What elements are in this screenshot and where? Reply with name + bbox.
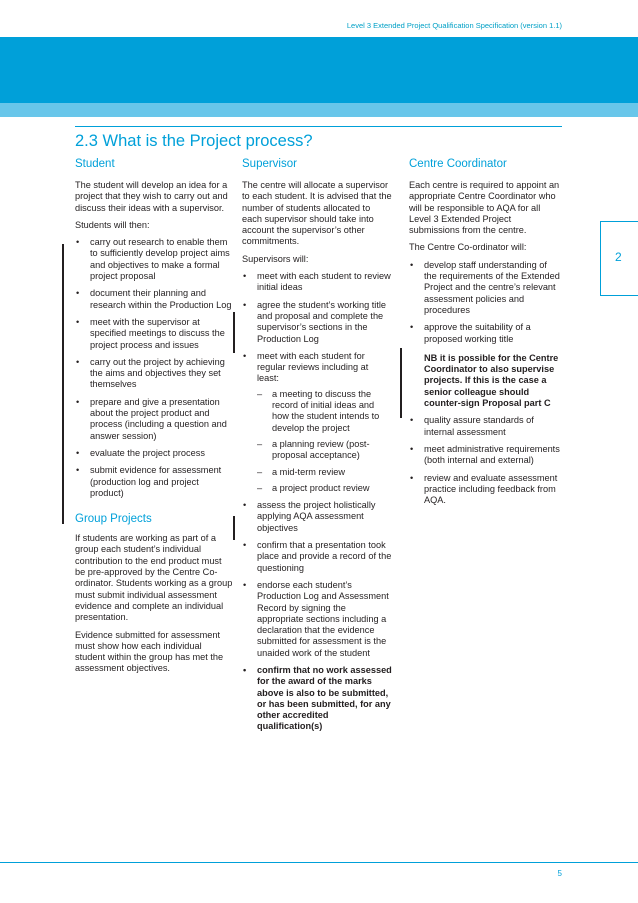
header-banner: [0, 37, 638, 103]
list-item: • review and evaluate assessment practice including feedback from AQA.: [409, 473, 561, 507]
sub-list-item: – a meeting to discuss the record of initial ideas and how the student intends to develop the project: [257, 389, 392, 434]
list-item: • quality assure standards of internal assessment: [409, 415, 561, 438]
list-item: • evaluate the project process: [75, 448, 233, 459]
revision-change-bar: [233, 516, 235, 540]
list-item: • submit evidence for assessment (production log and project product): [75, 465, 233, 499]
student-intro: The student will develop an idea for a project that they wish to carry out and discuss their ideas with a supervisor.: [75, 180, 228, 213]
student-heading: Student: [75, 158, 115, 170]
coordinator-note: NB it is possible for the Centre Coordinator to also supervise projects. If this is the case a senior colleague should counter-sign Proposal part C: [424, 352, 559, 409]
list-item: [242, 351, 392, 494]
list-item: • confirm that a presentation took place and provide a record of the questioning: [242, 540, 392, 574]
list-item: • endorse each student’s Production Log and Assessment Record by signing the appropriate sections including a declaration that the evidence submitted for assessment is the unaided work of the student: [242, 580, 392, 659]
list-item: • meet administrative requirements (both internal and external): [409, 444, 561, 467]
running-header: Level 3 Extended Project Qualification Specification (version 1.1): [346, 21, 562, 30]
list-item: • meet with each student to review initial ideas: [242, 271, 392, 294]
review-sub-list: [257, 389, 392, 494]
sub-list-item: – a mid-term review: [257, 467, 392, 478]
revision-change-bar: [400, 348, 402, 418]
student-lead: Students will then:: [75, 219, 150, 230]
supervisor-heading: Supervisor: [242, 158, 297, 170]
supervisor-lead: Supervisors will:: [242, 253, 309, 264]
chapter-tab-number: 2: [615, 250, 622, 264]
sub-list-item: – a project product review: [257, 483, 392, 494]
supervisor-intro: The centre will allocate a supervisor to each student. It is advised that the number of students allocated to each supervisor should take into account the supervisor’s other commitments.: [242, 180, 392, 247]
list-item: • develop staff understanding of the requirements of the Extended Project and the centre’s relevant assessment policies and procedures: [409, 260, 561, 316]
supervisor-column: [242, 158, 392, 739]
supervisor-list: [242, 271, 392, 733]
student-list: [75, 237, 233, 499]
chapter-tab: [600, 221, 638, 296]
header-banner-strip: [0, 103, 638, 117]
list-item: • meet with the supervisor at specified meetings to discuss the project process and issues: [75, 317, 233, 351]
list-item: • agree the student’s working title and proposal and complete the supervisor’s sections in the Production Log: [242, 300, 392, 345]
list-item: • assess the project holistically applying AQA assessment objectives: [242, 500, 392, 534]
list-item: • carry out the project by achieving the aims and objectives they set themselves: [75, 357, 233, 391]
section-title: 2.3 What is the Project process?: [75, 132, 313, 150]
group-projects-heading: Group Projects: [75, 513, 152, 526]
coordinator-list: [409, 260, 561, 507]
list-item-text: meet with each student for regular reviews including at least:: [257, 350, 369, 384]
coordinator-lead: The Centre Co-ordinator will:: [409, 242, 527, 253]
group-projects-para: Evidence submitted for assessment must show how each individual student within the group has met the assessment objectives.: [75, 629, 224, 674]
student-column: [75, 158, 233, 681]
sub-list-item: – a planning review (post-proposal acceptance): [257, 439, 392, 462]
list-item-bold: • confirm that no work assessed for the award of the marks above is also to be submitted, or has been submitted, for any other accredited qualification(s): [242, 665, 392, 733]
list-item: • document their planning and research within the Production Log: [75, 288, 233, 311]
list-item: • carry out research to enable them to sufficiently develop project aims and objectives to make a formal project proposal: [75, 237, 233, 282]
list-item: • prepare and give a presentation about the project product and process (including a question and answer session): [75, 397, 233, 442]
revision-change-bar: [233, 312, 235, 353]
revision-change-bar: [62, 244, 64, 524]
list-item-text: approve the suitability of a proposed working title: [424, 322, 531, 344]
coordinator-heading: Centre Coordinator: [409, 158, 507, 170]
coordinator-column: [409, 158, 561, 512]
coordinator-intro: Each centre is required to appoint an appropriate Centre Coordinator who will be responsible to AQA for all Level 3 Extended Project submissions from the centre.: [409, 180, 560, 236]
group-projects-para: If students are working as part of a group each student’s individual contribution to the end product must be pre-approved by the Centre Co-ordinator. Students working as a group must submit individual assessment evidence and complete an individual presentation.: [75, 533, 233, 623]
page-number: 5: [557, 869, 562, 878]
title-rule: [75, 126, 562, 127]
list-item: [409, 322, 561, 409]
footer-rule: [0, 862, 638, 863]
